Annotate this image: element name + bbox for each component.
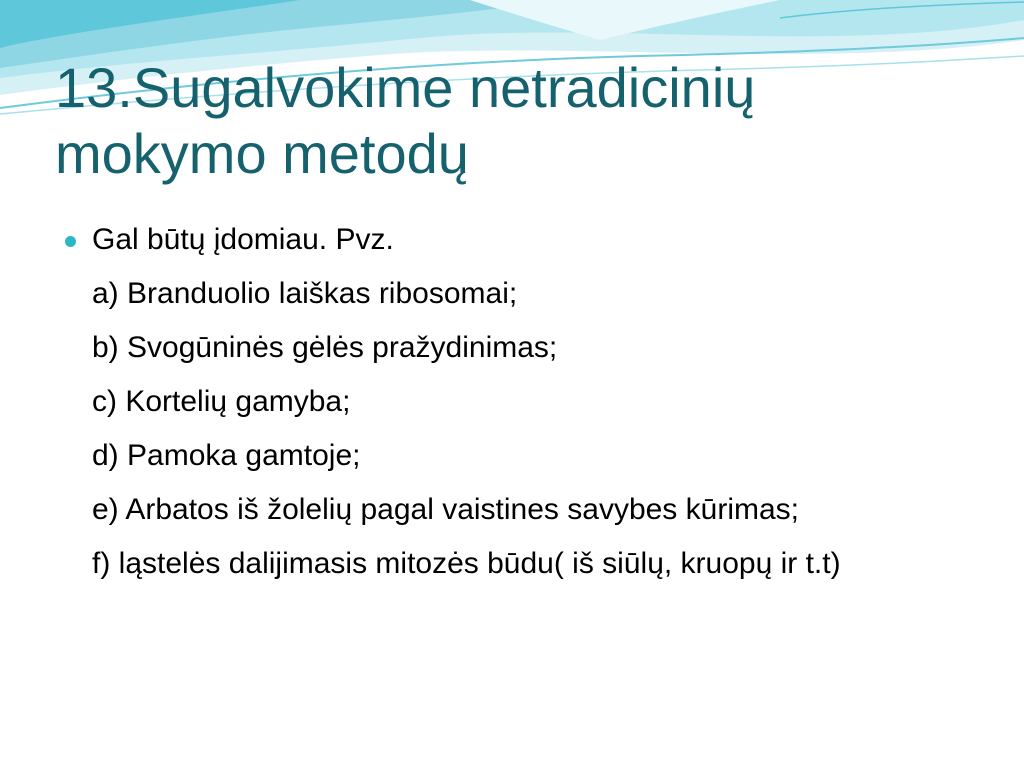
list-item: b) Svogūninės gėlės pražydinimas; bbox=[92, 331, 558, 364]
title-line-1: 13.Sugalvokime netradicinių bbox=[55, 56, 756, 119]
title-line-2: mokymo metodų bbox=[55, 122, 469, 185]
bullet-dot-icon bbox=[65, 236, 76, 247]
list-item: a) Branduolio laiškas ribosomai; bbox=[92, 277, 518, 310]
list-item: e) Arbatos iš žolelių pagal vaistines savybes kūrimas; bbox=[92, 493, 799, 526]
list-item: c) Kortelių gamyba; bbox=[92, 385, 351, 418]
list-item: f) ląstelės dalijimasis mitozės būdu( iš siūlų, kruopų ir t.t) bbox=[92, 547, 841, 580]
bullet-item bbox=[62, 222, 982, 258]
slide-title bbox=[55, 55, 995, 187]
bullet-text: Gal būtų įdomiau. Pvz. bbox=[92, 223, 394, 256]
list-item: d) Pamoka gamtoje; bbox=[92, 439, 361, 472]
method-list bbox=[62, 276, 982, 582]
slide-body bbox=[62, 222, 982, 582]
